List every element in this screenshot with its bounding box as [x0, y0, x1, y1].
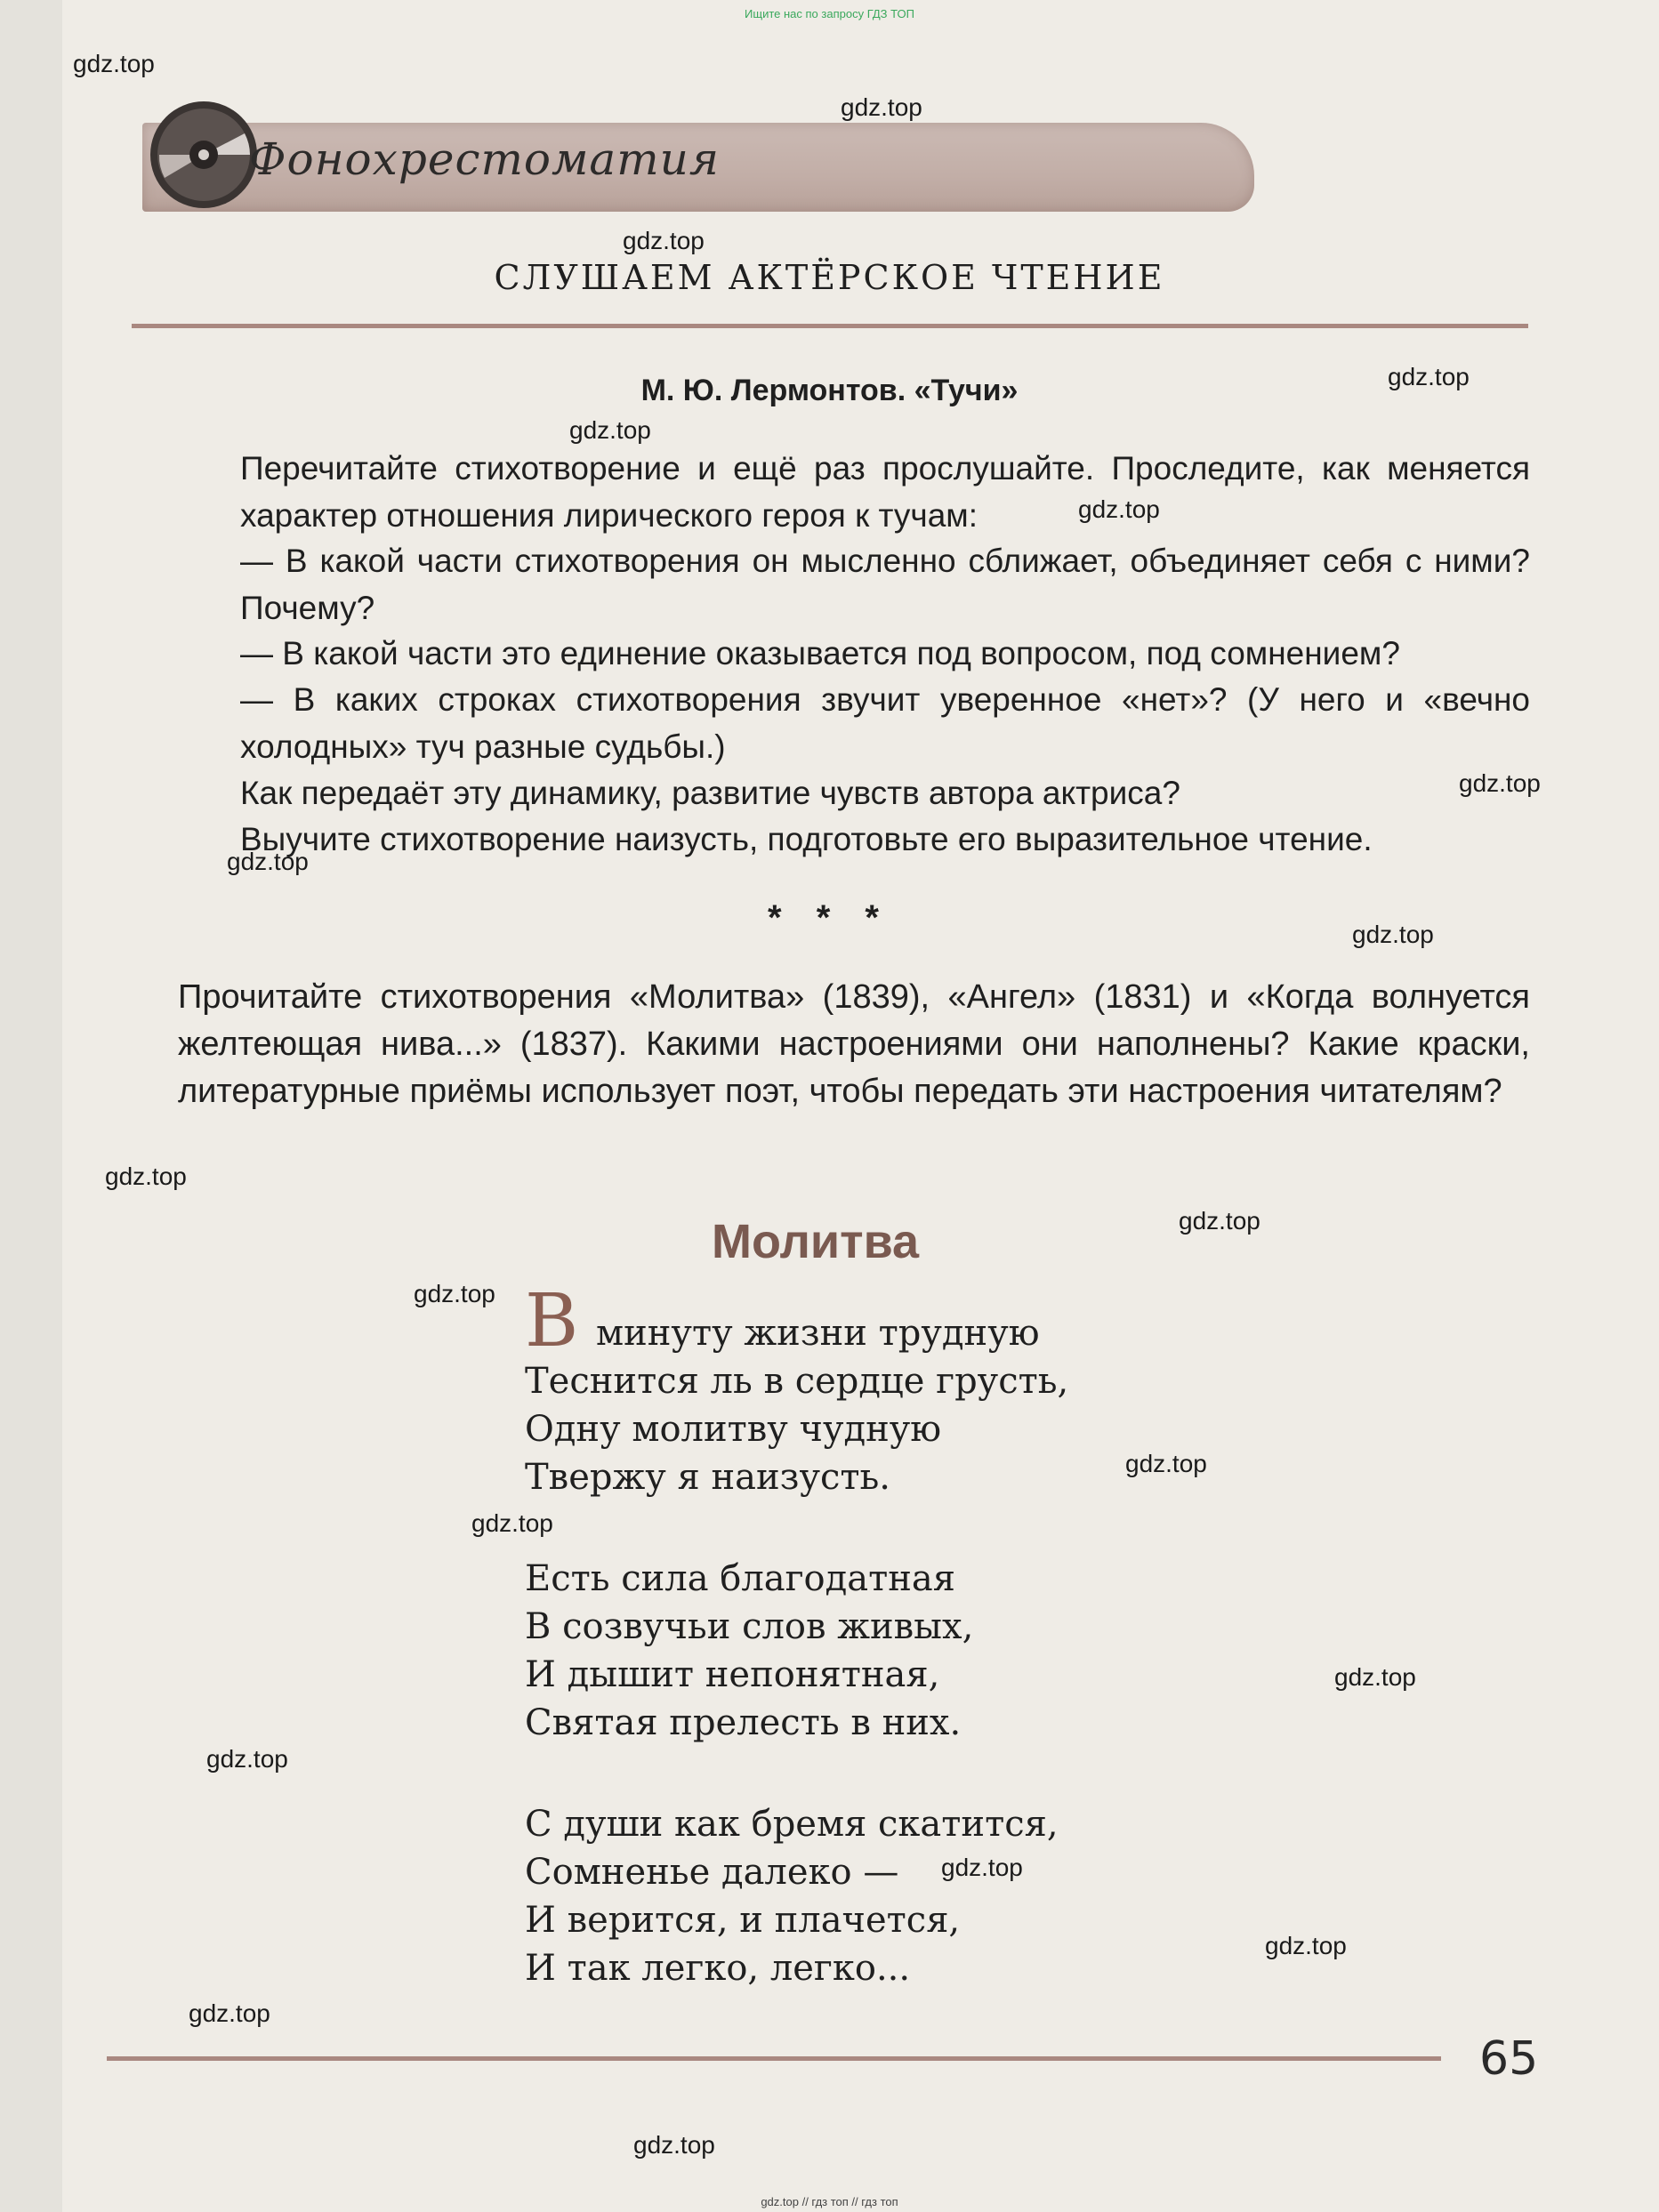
- header-note: Ищите нас по запросу ГДЗ ТОП: [745, 7, 914, 20]
- text-subtitle: М. Ю. Лермонтов. «Тучи»: [640, 374, 1019, 407]
- poem-line: Сомненье далеко —: [525, 1852, 899, 1893]
- poem-stanza-3: [525, 1800, 1059, 1992]
- footer-note: gdz.top // гдз топ // гдз топ: [761, 2195, 898, 2208]
- section-title: СЛУШАЕМ АКТЁРСКОЕ ЧТЕНИЕ: [494, 258, 1165, 297]
- poem-stanza-1: [525, 1309, 1068, 1501]
- poem-line: И верится, и плачется,: [525, 1900, 961, 1941]
- task-question-1: — В какой части стихотворения он мысленно сближает, объединяет себя с ними? Почему?: [240, 543, 1530, 626]
- section-divider: [132, 324, 1528, 328]
- section-separator: * * *: [768, 898, 891, 937]
- poem-line: С души как бремя скатится,: [525, 1804, 1059, 1845]
- disc-icon: [147, 98, 261, 212]
- watermark: gdz.top: [105, 1162, 187, 1190]
- poem-line: Есть сила благодатная: [525, 1558, 955, 1599]
- poem-line: Теснится ль в сердце грусть,: [525, 1361, 1069, 1402]
- poem-line: И так легко, легко...: [525, 1948, 911, 1989]
- poem-line: В созвучьи слов живых,: [525, 1606, 974, 1647]
- watermark: gdz.top: [941, 1854, 1023, 1881]
- watermark: gdz.top: [471, 1509, 553, 1537]
- poem-title: Молитва: [712, 1215, 920, 1268]
- task-question-2: — В какой части это единение оказывается под вопросом, под сомнением?: [240, 635, 1400, 672]
- watermark: gdz.top: [1352, 921, 1434, 948]
- poem-stanza-2: [525, 1555, 973, 1747]
- watermark: gdz.top: [73, 50, 155, 77]
- poem-dropcap: В: [525, 1279, 579, 1363]
- watermark: gdz.top: [414, 1280, 495, 1307]
- footer-divider: [107, 2056, 1441, 2061]
- watermark: gdz.top: [841, 93, 922, 121]
- watermark: gdz.top: [1078, 495, 1160, 523]
- task-assignment: Выучите стихотворение наизусть, подготовьте его выразительное чтение.: [240, 821, 1373, 857]
- poem-line: Одну молитву чудную: [525, 1409, 942, 1450]
- task-2: Прочитайте стихотворения «Молитва» (1839), «Ангел» (1831) и «Когда волнуется желтеющая нива...» (1837). Какими настроениями они наполнены? Какие краски, литературные приёмы использует поэт, чтобы передать эти настроения читателям?: [178, 978, 1530, 1110]
- watermark: gdz.top: [189, 1999, 270, 2027]
- watermark: gdz.top: [1179, 1207, 1260, 1235]
- watermark: gdz.top: [227, 848, 309, 875]
- task-intro: Перечитайте стихотворение и ещё раз прослушайте. Проследите, как меняется характер отношения лирического героя к тучам:: [240, 450, 1530, 534]
- banner-title: Фонохрестоматия: [249, 133, 720, 185]
- page-number: 65: [1479, 2032, 1539, 2086]
- watermark: gdz.top: [1125, 1450, 1207, 1477]
- watermark: gdz.top: [206, 1745, 288, 1773]
- watermark: gdz.top: [1265, 1932, 1347, 1959]
- watermark: gdz.top: [623, 227, 705, 254]
- poem-line: Святая прелесть в них.: [525, 1702, 962, 1743]
- watermark: gdz.top: [1459, 769, 1541, 797]
- watermark: gdz.top: [569, 416, 651, 444]
- poem-line: И дышит непонятная,: [525, 1654, 940, 1695]
- watermark: gdz.top: [633, 2131, 715, 2159]
- watermark: gdz.top: [1334, 1663, 1416, 1691]
- poem-line: минуту жизни трудную: [596, 1313, 1040, 1354]
- task-question-4: Как передаёт эту динамику, развитие чувств автора актриса?: [240, 775, 1180, 811]
- task-question-3: — В каких строках стихотворения звучит уверенное «нет»? (У него и «вечно холодных» туч разные судьбы.): [240, 681, 1530, 765]
- poem-line: Твержу я наизусть.: [525, 1457, 891, 1498]
- watermark: gdz.top: [1388, 363, 1470, 390]
